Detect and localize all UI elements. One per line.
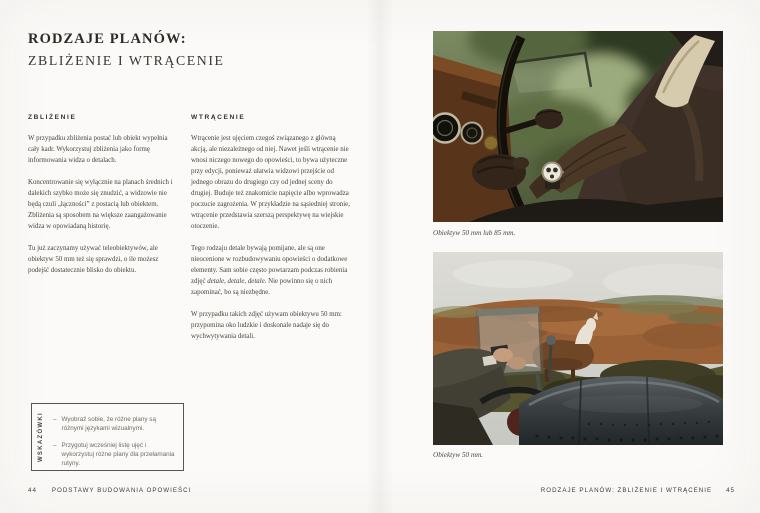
paragraph: Koncentrowanie się wyłącznie na planach średnich i dalekich szybko może się znudzić, a widzowie nie będą czuli „łączności” z postacią lub obiektem. Zbliżenia są sposobem na większe zaangażowanie widza w opowiadaną historię.: [28, 179, 173, 230]
page-number-right: 45: [726, 487, 735, 494]
running-title-left: PODSTAWY BUDOWANIA OPOWIEŚCI: [51, 487, 192, 494]
page-number-left: 44: [28, 487, 37, 494]
tip-text: Wyobraź sobie, że różne plany są różnymi językami wizualnymi.: [61, 416, 156, 432]
dash-bullet: –: [53, 442, 57, 449]
column-heading-zblizenie: ZBLIŻENIE: [28, 114, 77, 121]
column-wtracenie: [191, 112, 353, 353]
paragraph: [191, 243, 353, 298]
photo-caption: Obiektyw 50 mm.: [433, 451, 484, 459]
paragraph: Tu już zaczynamy używać teleobiektywów, ale obiektyw 50 mm też się sprawdzi, o ile możesz podejść dostatecznie blisko do obiektu.: [28, 245, 159, 274]
photo-caption: Obiektyw 50 mm lub 85 mm.: [433, 229, 516, 237]
paragraph: W przypadku zbliżenia postać lub obiekt wypełnia cały kadr. Wykorzystuj zbliżenia jako formę informowania widza o detalach.: [28, 135, 168, 164]
column-heading-wtracenie: WTRĄCENIE: [191, 114, 246, 121]
right-page-footer: [541, 487, 735, 494]
photo-closeup-driving: [433, 31, 723, 222]
paragraph-text: Nie powinno się o nich zapominać, bo są niezbędne.: [191, 278, 333, 296]
column-zblizenie: [28, 112, 178, 287]
paragraph: W przypadku takich zdjęć używam obiektywu 50 mm: przypomina oko ludzkie i doskonale nadaje się do wychwytywania detali.: [191, 311, 342, 340]
photo-insert-svg: [433, 252, 723, 445]
page-gutter: [366, 0, 394, 513]
left-page-footer: [28, 487, 191, 494]
paragraph-text: Tego rodzaju detale bywają pomijane, ale są one nieocenione w rozbudowywaniu opowieści o dodatkowe elementy. Sam sobie często powtarzam podczas robienia zdjęć: [191, 245, 348, 285]
photo-closeup-svg: [433, 31, 723, 222]
tips-box-spine: [32, 404, 49, 470]
gloved-hand-upper: [535, 109, 563, 129]
tip-item: [53, 415, 175, 433]
tips-label-text: WSKAZÓWKI: [37, 411, 44, 463]
paragraph: Wtrącenie jest ujęciem czegoś związanego z główną akcją, ale niezależnego od niej. Nawet jeśli wtrącenie nie wnosi niczego nowego do opowieści, to bywa użyteczne przy edycji, ponieważ ułatwia widzowi przejście od jednego obrazu do drugiego czy od jednej sceny do drugiej. Buduje też znakomicie napięcie albo wprowadza poczucie zagrożenia. W przykładzie na sąsiedniej stronie, wtrącenie przedstawia szerszą perspektywę na wiejskie otoczenie.: [191, 135, 350, 230]
photo-insert-landscape: [433, 252, 723, 445]
page-title-line1: RODZAJE PLANÓW:: [28, 31, 187, 47]
tip-item: [53, 441, 175, 468]
paragraph-emphasis: detale, detale, detale.: [207, 278, 267, 285]
page-title: [28, 31, 225, 69]
tips-list: [49, 404, 183, 470]
tip-text: Przygotuj wcześniej listę ujęć i wykorzystuj różne plany dla przełamania rutyny.: [61, 442, 175, 467]
page-title-line2: ZBLIŻENIE I WTRĄCENIE: [28, 53, 225, 68]
dash-bullet: –: [53, 416, 57, 423]
running-title-right: RODZAJE PLANÓW: ZBLIŻENIE I WTRĄCENIE: [540, 487, 713, 494]
tips-box: [31, 403, 184, 471]
